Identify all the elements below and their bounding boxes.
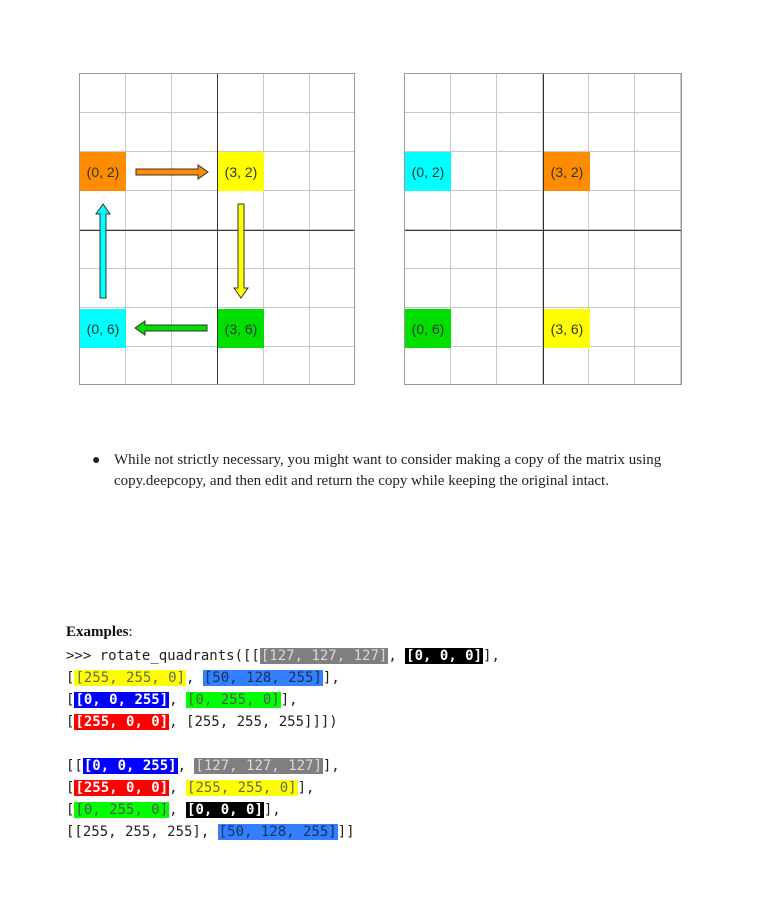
cell-3-2: (3, 2) xyxy=(218,152,264,191)
arrow-up-icon xyxy=(96,204,110,298)
bullet-marker: ● xyxy=(92,453,101,468)
code-result-line-3: [[0, 255, 0], [0, 0, 0]], xyxy=(66,802,281,818)
grid-after-rotation xyxy=(404,73,682,385)
arrow-left-icon xyxy=(135,321,207,335)
cell-0-6: (0, 6) xyxy=(80,309,126,348)
bullet-text: While not strictly necessary, you might want to consider making a copy of the matrix using copy.deepcopy, and then edit and return the copy while keeping the original intact. xyxy=(114,452,662,489)
code-call-line-1: >>> rotate_quadrants([[[127, 127, 127], [0, 0, 0]], xyxy=(66,648,500,664)
horizontal-axis xyxy=(405,230,681,231)
horizontal-axis xyxy=(80,230,354,231)
arrow-down-icon xyxy=(234,204,248,298)
cell-3-6: (3, 6) xyxy=(218,309,264,348)
cell-3-2: (3, 2) xyxy=(544,152,590,191)
cell-0-6: (0, 6) xyxy=(405,309,451,348)
code-call-line-2: [[255, 255, 0], [50, 128, 255]], xyxy=(66,670,340,686)
code-call-line-4: [[255, 0, 0], [255, 255, 255]]]) xyxy=(66,714,338,730)
grid-before-rotation xyxy=(79,73,355,385)
examples-heading: Examples: xyxy=(66,624,133,640)
code-result-line-2: [[255, 0, 0], [255, 255, 0]], xyxy=(66,780,315,796)
arrow-right-icon xyxy=(136,165,208,179)
code-result-line-1: [[[0, 0, 255], [127, 127, 127]], xyxy=(66,758,340,774)
cell-0-2: (0, 2) xyxy=(405,152,451,191)
cell-0-2: (0, 2) xyxy=(80,152,126,191)
cell-3-6: (3, 6) xyxy=(544,309,590,348)
code-result-line-4: [[255, 255, 255], [50, 128, 255]]] xyxy=(66,824,355,840)
code-call-line-3: [[0, 0, 255], [0, 255, 0]], xyxy=(66,692,298,708)
